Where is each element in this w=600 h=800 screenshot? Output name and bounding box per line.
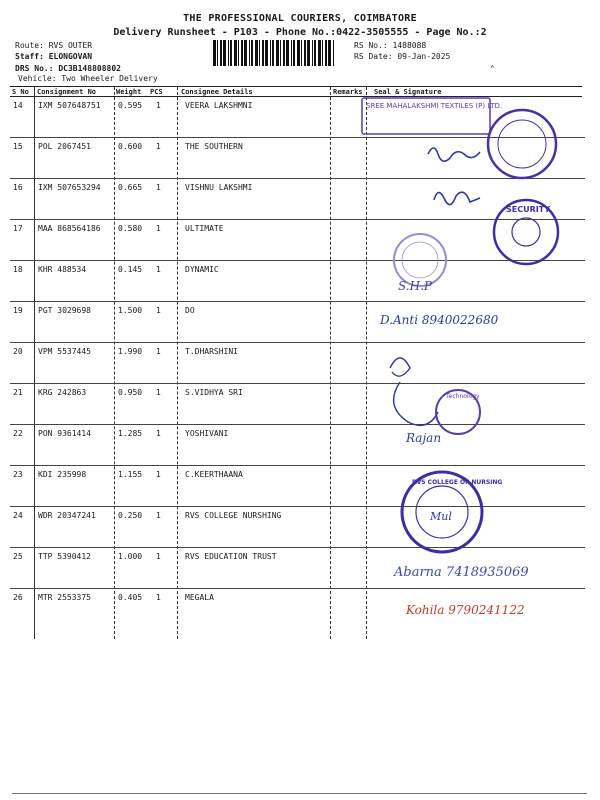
row-consignee: DYNAMIC xyxy=(185,265,219,274)
textiles-stamp xyxy=(362,98,502,134)
row-pcs: 1 xyxy=(156,593,161,602)
row-consignee: VISHNU LAKSHMI xyxy=(185,183,253,192)
row-sno: 23 xyxy=(13,470,23,479)
rs-date: RS Date: 09-Jan-2025 xyxy=(354,52,451,61)
vehicle-label: Vehicle: Two Wheeler Delivery xyxy=(18,74,158,83)
barcode-bar xyxy=(244,40,247,66)
barcode-bar xyxy=(262,40,264,66)
row-consignment: MTR 2553375 xyxy=(38,593,91,602)
page-bottom-rule xyxy=(12,793,587,794)
runsheet-subtitle: Delivery Runsheet - P103 - Phone No.:0422-3505555 - Page No.:2 xyxy=(113,27,487,38)
col-consignment: Consignment No xyxy=(37,88,97,96)
barcode-bar xyxy=(301,40,302,66)
security-stamp xyxy=(494,200,558,264)
barcode-bar xyxy=(265,40,268,66)
col-pcs: PCS xyxy=(150,88,163,96)
barcode-bar xyxy=(223,40,226,66)
row-consignment: MAA 868564186 xyxy=(38,224,101,233)
row-consignment: KHR 488534 xyxy=(38,265,87,274)
barcode-bar xyxy=(272,40,274,66)
row-weight: 0.145 xyxy=(118,265,143,274)
row-pcs: 1 xyxy=(156,265,161,274)
barcode-bar xyxy=(213,40,216,66)
row-consignment: PGT 3029698 xyxy=(38,306,91,315)
row-sno: 15 xyxy=(13,142,23,151)
row-sno: 24 xyxy=(13,511,23,520)
staff-label: Staff: ELONGOVAN xyxy=(15,52,93,61)
row-pcs: 1 xyxy=(156,511,161,520)
round-stamp xyxy=(488,110,556,178)
col-sno: S No xyxy=(12,88,29,96)
barcode-image xyxy=(213,40,337,66)
barcode-bar xyxy=(270,40,271,66)
signature-row22: Rajan xyxy=(406,431,442,445)
barcode-bar xyxy=(286,40,289,66)
row-sno: 17 xyxy=(13,224,23,233)
row-sno: 21 xyxy=(13,388,23,397)
row-weight: 1.000 xyxy=(118,552,143,561)
row-sno: 20 xyxy=(13,347,23,356)
row-consignee: C.KEERTHAANA xyxy=(185,470,243,479)
barcode-bar xyxy=(314,40,316,66)
barcode-bar xyxy=(220,40,222,66)
row-sno: 18 xyxy=(13,265,23,274)
row-consignee: DO xyxy=(185,306,195,315)
row-sno: 25 xyxy=(13,552,23,561)
row-weight: 1.155 xyxy=(118,470,143,479)
barcode-bar xyxy=(228,40,229,66)
row-weight: 0.950 xyxy=(118,388,143,397)
row-consignee: MEGALA xyxy=(185,593,214,602)
row-consignment: PON 9361414 xyxy=(38,429,91,438)
barcode-bar xyxy=(238,40,239,66)
barcode-bar xyxy=(312,40,313,66)
signature-row15 xyxy=(428,148,480,161)
college-stamp xyxy=(402,472,502,552)
row-consignee: ULTIMATE xyxy=(185,224,224,233)
row-pcs: 1 xyxy=(156,183,161,192)
barcode-bar xyxy=(307,40,310,66)
barcode-bar xyxy=(283,40,285,66)
row-consignee: RVS EDUCATION TRUST xyxy=(185,552,277,561)
signature-row20 xyxy=(390,358,438,425)
signature-row16 xyxy=(434,192,480,204)
barcode-bar xyxy=(241,40,243,66)
row-pcs: 1 xyxy=(156,470,161,479)
row-weight: 1.500 xyxy=(118,306,143,315)
row-pcs: 1 xyxy=(156,429,161,438)
row-consignment: WDR 20347241 xyxy=(38,511,96,520)
barcode-bar xyxy=(333,40,334,66)
barcode-bar xyxy=(259,40,260,66)
mark-glyph: ⌃ xyxy=(490,64,495,73)
barcode-bar xyxy=(328,40,331,66)
row-weight: 0.595 xyxy=(118,101,143,110)
row-consignee: YOSHIVANI xyxy=(185,429,229,438)
row-consignment: KRG 242863 xyxy=(38,388,87,397)
barcode-bar xyxy=(293,40,295,66)
row-consignment: IXM 507648751 xyxy=(38,101,101,110)
row-consignment: VPM 5537445 xyxy=(38,347,91,356)
row-consignee: VEERA LAKSHMNI xyxy=(185,101,253,110)
barcode-bar xyxy=(318,40,321,66)
signature-row26: Kohila 9790241122 xyxy=(406,603,525,617)
row-pcs: 1 xyxy=(156,388,161,397)
row-weight: 1.285 xyxy=(118,429,143,438)
row-pcs: 1 xyxy=(156,101,161,110)
signature-row19: D.Anti 8940022680 xyxy=(380,313,499,327)
row-pcs: 1 xyxy=(156,142,161,151)
col-seal: Seal & Signature xyxy=(374,88,442,96)
barcode-bar xyxy=(276,40,279,66)
barcode-bar xyxy=(304,40,306,66)
security-stamp-text: SECURITY xyxy=(506,205,550,214)
barcode-bar xyxy=(249,40,250,66)
row-consignee: T.DHARSHINI xyxy=(185,347,238,356)
technology-stamp-text: Technology xyxy=(446,393,480,400)
col-consignee: Consignee Details xyxy=(181,88,253,96)
row-sno: 22 xyxy=(13,429,23,438)
row-consignee: RVS COLLEGE NURSHING xyxy=(185,511,282,520)
company-title: THE PROFESSIONAL COURIERS, COIMBATORE xyxy=(183,13,417,24)
seal-signature-area xyxy=(350,92,590,652)
row-consignment: KDI 235998 xyxy=(38,470,87,479)
drs-number: DRS No.: DC3B148808802 xyxy=(15,64,121,73)
row-weight: 0.580 xyxy=(118,224,143,233)
rs-number: RS No.: 1488088 xyxy=(354,41,427,50)
row-weight: 1.990 xyxy=(118,347,143,356)
barcode-bar xyxy=(291,40,292,66)
row-pcs: 1 xyxy=(156,306,161,315)
barcode-bar xyxy=(217,40,218,66)
signature-row23: Mul xyxy=(430,510,452,523)
row-pcs: 1 xyxy=(156,347,161,356)
college-stamp-text: RVS COLLEGE OF NURSING xyxy=(412,479,503,486)
barcode-bar xyxy=(297,40,300,66)
technology-stamp xyxy=(436,390,480,434)
row-weight: 0.405 xyxy=(118,593,143,602)
row-consignment: IXM 507653294 xyxy=(38,183,101,192)
signature-row25: Abarna 7418935069 xyxy=(394,565,529,580)
row-consignee: S.VIDHYA SRI xyxy=(185,388,243,397)
row-pcs: 1 xyxy=(156,224,161,233)
row-sno: 26 xyxy=(13,593,23,602)
barcode-bar xyxy=(234,40,237,66)
row-weight: 0.600 xyxy=(118,142,143,151)
barcode-bar xyxy=(325,40,327,66)
row-consignee: THE SOUTHERN xyxy=(185,142,243,151)
row-consignment: POL 2067451 xyxy=(38,142,91,151)
row-sno: 16 xyxy=(13,183,23,192)
row-sno: 14 xyxy=(13,101,23,110)
row-sno: 19 xyxy=(13,306,23,315)
col-weight: Weight xyxy=(116,88,142,96)
row-weight: 0.665 xyxy=(118,183,143,192)
col-remarks: Remarks xyxy=(333,88,363,96)
barcode-bar xyxy=(251,40,253,66)
route-label: Route: RVS OUTER xyxy=(15,41,93,50)
textiles-stamp-text: SREE MAHALAKSHMI TEXTILES (P) LTD. xyxy=(366,102,503,110)
row-pcs: 1 xyxy=(156,552,161,561)
row-weight: 0.250 xyxy=(118,511,143,520)
barcode-bar xyxy=(230,40,232,66)
barcode-bar xyxy=(280,40,281,66)
barcode-bar xyxy=(322,40,323,66)
signature-row18: S.H.P xyxy=(398,279,432,293)
table-top-rule xyxy=(10,86,582,87)
barcode-bar xyxy=(255,40,258,66)
row-consignment: TTP 5390412 xyxy=(38,552,91,561)
